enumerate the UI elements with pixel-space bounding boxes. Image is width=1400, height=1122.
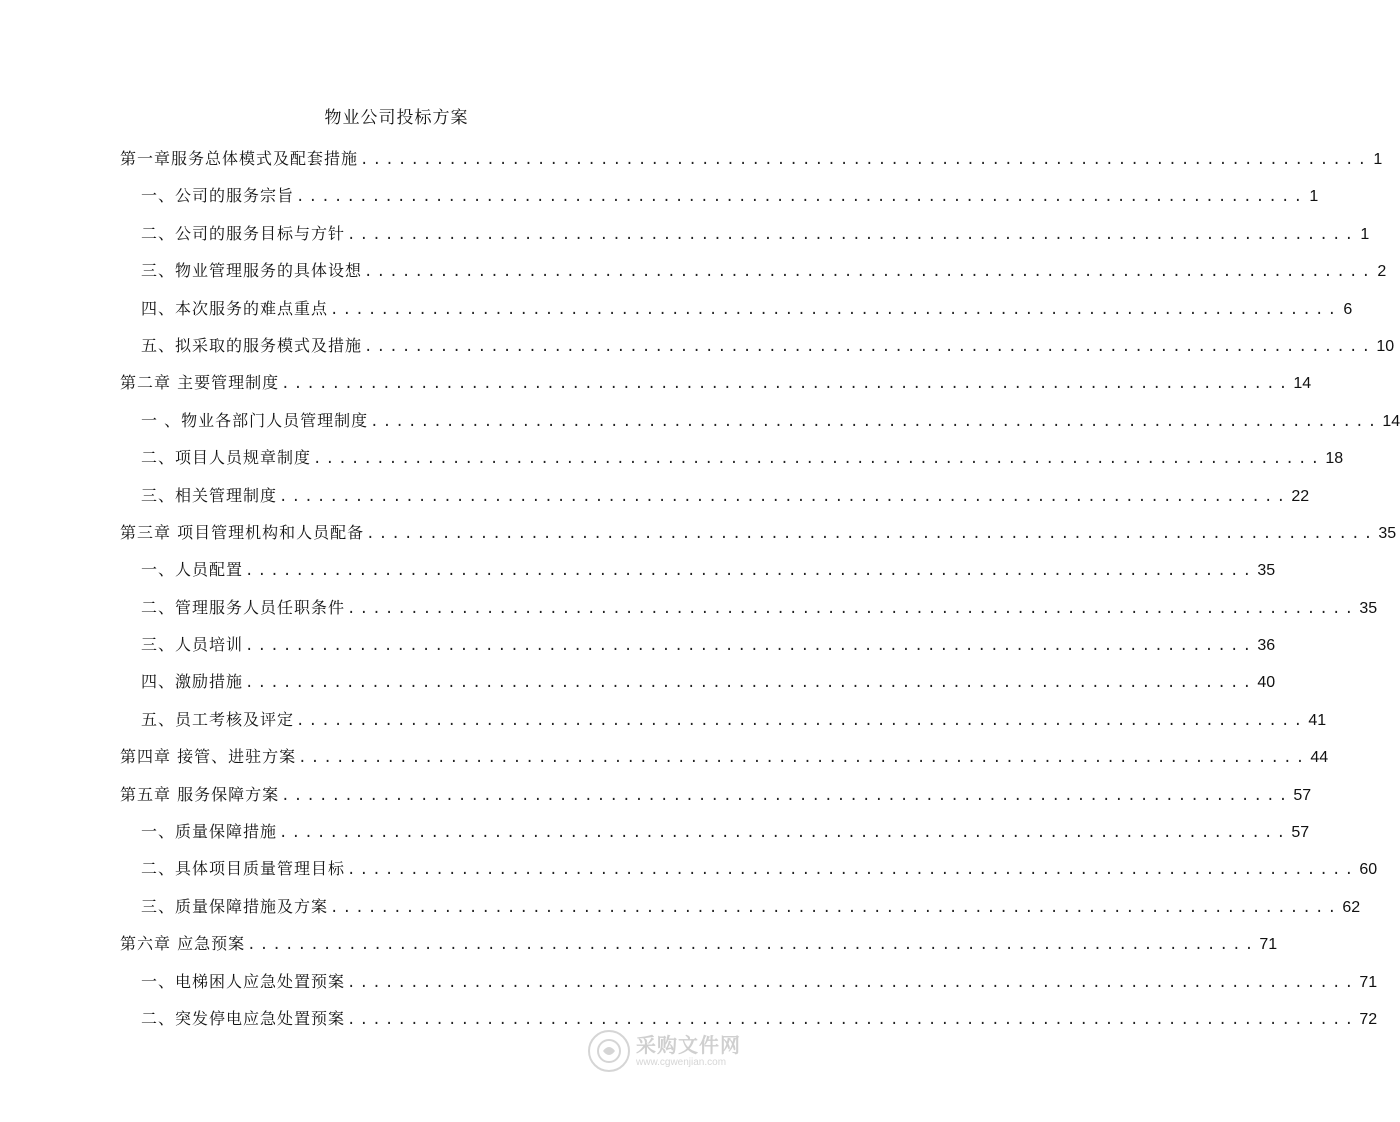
toc-section-entry[interactable] — [120, 850, 1378, 887]
toc-entry-label: 第五章 服务保障方案 — [120, 784, 280, 804]
toc-chapter-entry[interactable] — [120, 140, 1383, 177]
toc-section-entry[interactable] — [120, 327, 1395, 364]
toc-entry-label: 二、管理服务人员任职条件 — [141, 597, 346, 617]
toc-dot-leader: ................................................................................ — [245, 675, 1256, 692]
toc-dot-leader: ................................................................................ — [370, 413, 1381, 430]
toc-dot-leader: ................................................................................ — [330, 899, 1341, 916]
toc-dot-leader: ................................................................................ — [279, 488, 1290, 505]
toc-section-entry[interactable] — [120, 215, 1370, 252]
toc-entry-label: 第六章 应急预案 — [120, 934, 246, 954]
toc-dot-leader: ................................................................................ — [330, 301, 1341, 318]
toc-entry-page-number: 40 — [1257, 674, 1276, 692]
toc-entry-page-number: 35 — [1359, 599, 1378, 617]
toc-dot-leader: ................................................................................ — [347, 974, 1358, 991]
toc-entry-page-number: 57 — [1293, 786, 1312, 804]
toc-dot-leader: ................................................................................ — [245, 563, 1256, 580]
toc-section-entry[interactable] — [120, 252, 1387, 289]
toc-section-entry[interactable] — [120, 1000, 1378, 1037]
toc-entry-page-number: 1 — [1373, 151, 1383, 168]
toc-entry-label: 一、电梯困人应急处置预案 — [141, 971, 346, 991]
toc-dot-leader: ................................................................................ — [247, 937, 1258, 954]
toc-section-entry[interactable] — [120, 439, 1344, 476]
toc-entry-label: 五、员工考核及评定 — [141, 709, 295, 729]
toc-entry-label: 五、拟采取的服务模式及措施 — [141, 335, 363, 355]
toc-entry-label: 第三章 项目管理机构和人员配备 — [120, 522, 365, 542]
toc-section-entry[interactable] — [120, 290, 1353, 327]
toc-dot-leader: ................................................................................ — [245, 638, 1256, 655]
toc-section-entry[interactable] — [120, 701, 1327, 738]
toc-entry-page-number: 18 — [1325, 450, 1344, 468]
toc-entry-page-number: 41 — [1308, 711, 1327, 729]
watermark-site-name: 采购文件网 — [636, 1033, 741, 1057]
toc-entry-page-number: 14 — [1293, 375, 1312, 393]
toc-chapter-entry[interactable] — [120, 364, 1312, 401]
toc-entry-page-number: 72 — [1359, 1010, 1378, 1028]
toc-entry-label: 三、物业管理服务的具体设想 — [141, 261, 363, 281]
toc-section-entry[interactable] — [120, 477, 1310, 514]
toc-entry-label: 一、质量保障措施 — [141, 822, 278, 842]
toc-entry-label: 一、公司的服务宗旨 — [141, 186, 295, 206]
toc-dot-leader: ................................................................................ — [364, 264, 1375, 281]
toc-entry-page-number: 1 — [1360, 225, 1370, 243]
toc-chapter-entry[interactable] — [120, 738, 1329, 775]
toc-dot-leader: ................................................................................ — [313, 451, 1324, 468]
toc-entry-label: 二、公司的服务目标与方针 — [141, 223, 346, 243]
toc-entry-page-number: 10 — [1376, 337, 1395, 355]
toc-section-entry[interactable] — [120, 402, 1400, 439]
toc-dot-leader: ................................................................................ — [347, 226, 1358, 243]
toc-section-entry[interactable] — [120, 888, 1361, 925]
toc-section-entry[interactable] — [120, 551, 1276, 588]
toc-section-entry[interactable] — [120, 177, 1319, 214]
toc-dot-leader: ................................................................................ — [281, 787, 1292, 804]
toc-entry-label: 一 、物业各部门人员管理制度 — [141, 410, 369, 430]
toc-entry-page-number: 35 — [1257, 562, 1276, 580]
toc-entry-label: 第二章 主要管理制度 — [120, 373, 280, 393]
toc-entry-label: 四、本次服务的难点重点 — [141, 298, 329, 318]
toc-chapter-entry[interactable] — [120, 776, 1312, 813]
toc-entry-page-number: 71 — [1359, 973, 1378, 991]
toc-entry-label: 四、激励措施 — [141, 672, 244, 692]
toc-entry-page-number: 6 — [1343, 300, 1353, 318]
toc-entry-page-number: 14 — [1382, 412, 1400, 430]
toc-entry-label: 一、人员配置 — [141, 560, 244, 580]
toc-entry-page-number: 36 — [1257, 637, 1276, 655]
toc-section-entry[interactable] — [120, 813, 1310, 850]
toc-entry-page-number: 35 — [1378, 524, 1397, 542]
toc-entry-page-number: 1 — [1309, 188, 1319, 206]
toc-section-entry[interactable] — [120, 626, 1276, 663]
toc-dot-leader: ................................................................................ — [347, 1011, 1358, 1028]
toc-dot-leader: ................................................................................ — [298, 750, 1309, 767]
toc-section-entry[interactable] — [120, 589, 1378, 626]
document-title: 物业公司投标方案 — [324, 108, 469, 128]
toc-entry-page-number: 22 — [1291, 487, 1310, 505]
toc-entry-label: 三、质量保障措施及方案 — [141, 896, 329, 916]
toc-dot-leader: ................................................................................ — [281, 376, 1292, 393]
toc-entry-label: 三、人员培训 — [141, 635, 244, 655]
toc-entry-page-number: 44 — [1310, 749, 1329, 767]
toc-entry-page-number: 60 — [1359, 861, 1378, 879]
toc-dot-leader: ................................................................................ — [366, 525, 1377, 542]
toc-chapter-entry[interactable] — [120, 925, 1278, 962]
toc-entry-page-number: 57 — [1291, 824, 1310, 842]
toc-entry-label: 二、突发停电应急处置预案 — [141, 1008, 346, 1028]
toc-section-entry[interactable] — [120, 963, 1378, 1000]
cgwenjian-logo-icon — [588, 1030, 630, 1072]
toc-entry-label: 第一章服务总体模式及配套措施 — [120, 149, 359, 168]
toc-dot-leader: ................................................................................ — [347, 862, 1358, 879]
toc-entry-label: 二、项目人员规章制度 — [141, 448, 312, 468]
toc-entry-page-number: 71 — [1259, 936, 1278, 954]
toc-entry-label: 第四章 接管、进驻方案 — [120, 747, 297, 767]
toc-dot-leader: ................................................................................ — [296, 189, 1307, 206]
table-of-contents — [120, 140, 1400, 1037]
toc-entry-page-number: 62 — [1342, 898, 1361, 916]
watermark — [588, 1027, 768, 1075]
toc-dot-leader: ................................................................................ — [360, 152, 1371, 168]
toc-entry-label: 三、相关管理制度 — [141, 485, 278, 505]
toc-chapter-entry[interactable] — [120, 514, 1397, 551]
watermark-site-url: www.cgwenjian.com — [636, 1057, 727, 1068]
toc-section-entry[interactable] — [120, 663, 1276, 700]
toc-dot-leader: ................................................................................ — [279, 825, 1290, 842]
toc-entry-page-number: 2 — [1377, 263, 1387, 281]
toc-entry-label: 二、具体项目质量管理目标 — [141, 859, 346, 879]
toc-dot-leader: ................................................................................ — [364, 338, 1375, 355]
toc-dot-leader: ................................................................................ — [347, 600, 1358, 617]
toc-dot-leader: ................................................................................ — [296, 712, 1307, 729]
